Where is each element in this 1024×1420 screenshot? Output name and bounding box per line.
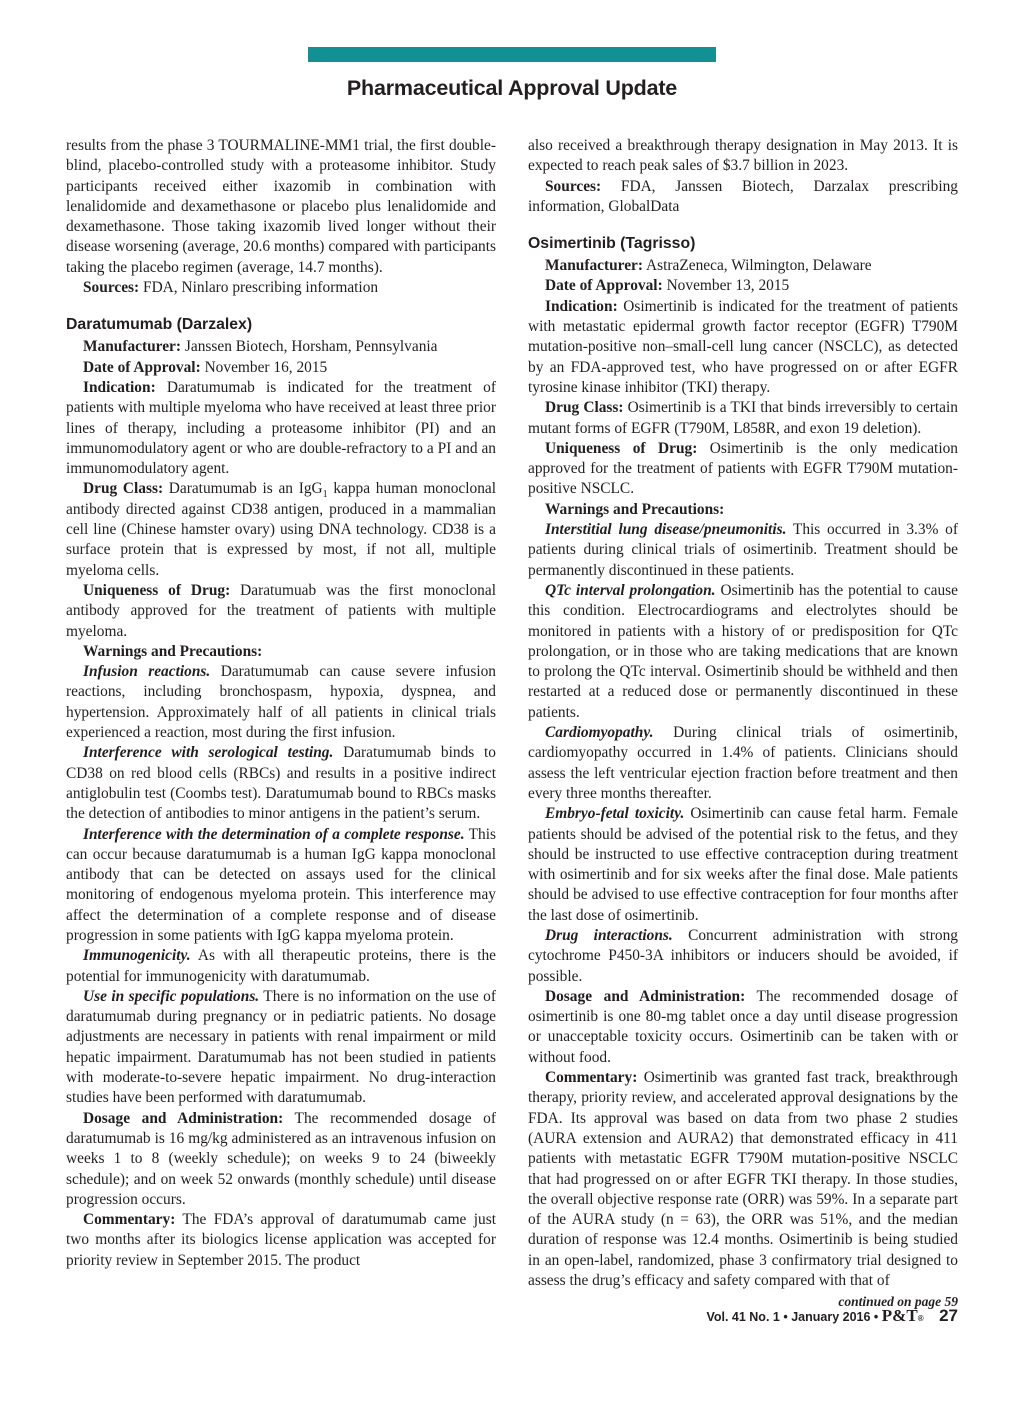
warning-drug-interactions: Drug interactions. Concurrent administration with strong cytochrome P450-3A inhibitors or inducers should be avoided, if possible. [528,926,959,985]
journal-name: P&T [881,1306,918,1325]
warning-interstitial-lung-disease: Interstitial lung disease/pneumonitis. This occurred in 3.3% of patients during clinical trials of osimertinib. Treatment should be permanently discontinued in these patients. [528,521,958,579]
approval-date-line: Date of Approval: November 13, 2015 [545,277,790,295]
drug-heading-daratumumab: Daratumumab (Darzalex) [66,316,253,334]
dosage-paragraph: Dosage and Administration: The recommended dosage of osimertinib is one 80-mg tablet once a day until disease progression or unacceptable toxicity occurs. Osimertinib can be taken with or without food. [528,987,958,1066]
drug-class-paragraph: Drug Class: Daratumumab is an IgG$_1$ kappa human monoclonal antibody directed against CD38 antigen, produced in a mammalian cell line (Chinese hamster ovary) using DNA technology. CD38 is a surface protein that is expressed by most, if not all, multiple myeloma cells. [66,480,496,579]
page-footer [706,1306,958,1326]
dosage-paragraph: Dosage and Administration: The recommended dosage of daratumumab is 16 mg/kg administered as an intravenous infusion on weeks 1 to 8 (weekly schedule); on weeks 9 to 24 (biweekly schedule); and on week 52 onwards (monthly schedule) until disease progression occurs. [66,1109,496,1208]
continued-link[interactable]: continued on page 59 [838,1294,958,1310]
drug-class-paragraph: Drug Class: Osimertinib is a TKI that binds irreversibly to certain mutant forms of EGFR (T790M, L858R, and exon 19 deletion). [528,399,958,437]
sources-paragraph: Sources: FDA, Janssen Biotech, Darzalax prescribing information, GlobalData [528,177,958,215]
uniqueness-paragraph: Uniqueness of Drug: Osimertinib is the only medication approved for the treatment of patients with EGFR T790M mutation-positive NSCLC. [528,439,958,498]
continuation-paragraph: also received a breakthrough therapy designation in May 2013. It is expected to reach peak sales of $3.7 billion in 2023. [528,137,958,175]
drug-heading-osimertinib: Osimertinib (Tagrisso) [528,235,696,253]
manufacturer-line: Manufacturer: Janssen Biotech, Horsham, Pennsylvania [83,338,438,356]
uniqueness-paragraph: Uniqueness of Drug: Daratumuab was the first monoclonal antibody approved for the treatment of patients with multiple myeloma. [66,581,496,640]
issue-volume: Vol. 41 No. 1 [706,1310,780,1324]
warnings-heading: Warnings and Precautions: [83,642,263,660]
manufacturer-line: Manufacturer: AstraZeneca, Wilmington, Delaware [545,257,872,275]
indication-paragraph: Indication: Osimertinib is indicated for the treatment of patients with metastatic epidermal growth factor receptor (EGFR) T790M mutation-positive non–small-cell lung cancer (NSCLC), as detected by an FDA-approved test, who have progressed on or after EGFR tyrosine kinase inhibitor (TKI) therapy. [528,297,958,396]
page-title: Pharmaceutical Approval Update [346,76,678,100]
header-accent-bar [308,47,716,62]
warning-immunogenicity: Immunogenicity. As with all therapeutic proteins, there is the potential for immunogenicity with daratumumab. [66,947,496,985]
sources-paragraph: Sources: FDA, Ninlaro prescribing information [83,279,379,297]
warning-serological-testing: Interference with serological testing. Daratumumab binds to CD38 on red blood cells (RBCs) and results in a positive indirect antiglobulin test (Coombs test). Daratumumab bound to RBCs masks the detection of antibodies to minor antigens in the patient’s serum. [66,744,496,823]
footer-separator: • [873,1310,879,1324]
indication-paragraph: Indication: Daratumumab is indicated for the treatment of patients with multiple myeloma who have received at least three prior lines of therapy, including a proteasome inhibitor (PI) and an immunomodulatory agent or who are double-refractory to a PI and an immunomodulatory agent. [66,378,496,478]
footer-separator: • [783,1310,788,1324]
commentary-paragraph: Commentary: Osimertinib was granted fast track, breakthrough therapy, priority review, and accelerated approval designations by the FDA. Its approval was based on data from two phase 2 studies (AURA extension and AURA2) that demonstrated efficacy in 411 patients with metastatic EGFR T790M mutation-positive NSCLC that had progressed on or after EGFR TKI therapy. In those studies, the overall objective response rate (ORR) was 59%. In a separate part of the AURA study (n = 63), the ORR was 51%, and the median duration of response was 12.4 months. Osimertinib is being studied in an open-label, randomized, phase 3 confirmatory trial designed to assess the drug’s efficacy and safety compared with that of [528,1069,958,1290]
warning-qtc-prolongation: QTc interval prolongation. Osimertinib has the potential to cause this condition. Electrocardiograms and electrolytes should be monitored in patients with a history of or predisposition for QTc prolongation, or in those who are taking medications that are known to prolong the QTc interval. Osimertinib should be withheld and then restarted at a reduced dose or permanently discontinued in these patients. [528,581,958,721]
approval-date-line: Date of Approval: November 16, 2015 [83,358,328,376]
issue-date: January 2016 [791,1310,871,1324]
page-number: 27 [939,1306,958,1325]
left-column [66,136,496,1271]
warning-cardiomyopathy: Cardiomyopathy. During clinical trials of osimertinib, cardiomyopathy occurred in 1.4% of patients. Clinicians should assess the left ventricular ejection fraction before treatment and then every three months thereafter. [528,724,958,802]
warning-specific-populations: Use in specific populations. There is no information on the use of daratumumab during pregnancy or in pediatric patients. No dosage adjustments are necessary in patients with renal impairment or mild hepatic impairment. Daratumumab has not been studied in patients with moderate-to-severe hepatic impairment. No drug-interaction studies have been performed with daratumumab. [66,987,496,1107]
intro-paragraph: results from the phase 3 TOURMALINE-MM1 trial, the first double-blind, placebo-controlled study with a proteasome inhibitor. Study participants received either ixazomib in combination with lenalidomide and dexamethasone or placebo plus lenalidomide and dexamethasone. Those taking ixazomib lived longer without their disease worsening (average, 20.6 months) compared with participants taking the placebo regimen (average, 14.7 months). [66,137,496,276]
right-column [528,136,958,1313]
registered-mark: ® [917,1314,924,1323]
warnings-heading: Warnings and Precautions: [545,500,725,518]
warning-embryo-fetal-toxicity: Embryo-fetal toxicity. Osimertinib can cause fetal harm. Female patients should be advised of the potential risk to the fetus, and they should be instructed to use effective contraception during treatment with osimertinib and for six weeks after the final dose. Male patients should be advised to use effective contraception for four months after the last dose of osimertinib. [528,805,958,924]
warning-infusion-reactions: Infusion reactions. Daratumumab can cause severe infusion reactions, including bronchospasm, hypoxia, dyspnea, and hypertension. Approximately half of all patients in clinical trials experienced a reaction, most during the first infusion. [66,663,496,742]
warning-complete-response: Interference with the determination of a complete response. This can occur because daratumumab is a human IgG kappa monoclonal antibody that can be detected on assays used for the clinical monitoring of endogenous myeloma protein. This interference may affect the determination of a complete response and of disease progression in some patients with IgG kappa myeloma protein. [66,825,496,944]
commentary-paragraph: Commentary: The FDA’s approval of daratumumab came just two months after its biologics license application was accepted for priority review in September 2015. The product [66,1211,496,1269]
